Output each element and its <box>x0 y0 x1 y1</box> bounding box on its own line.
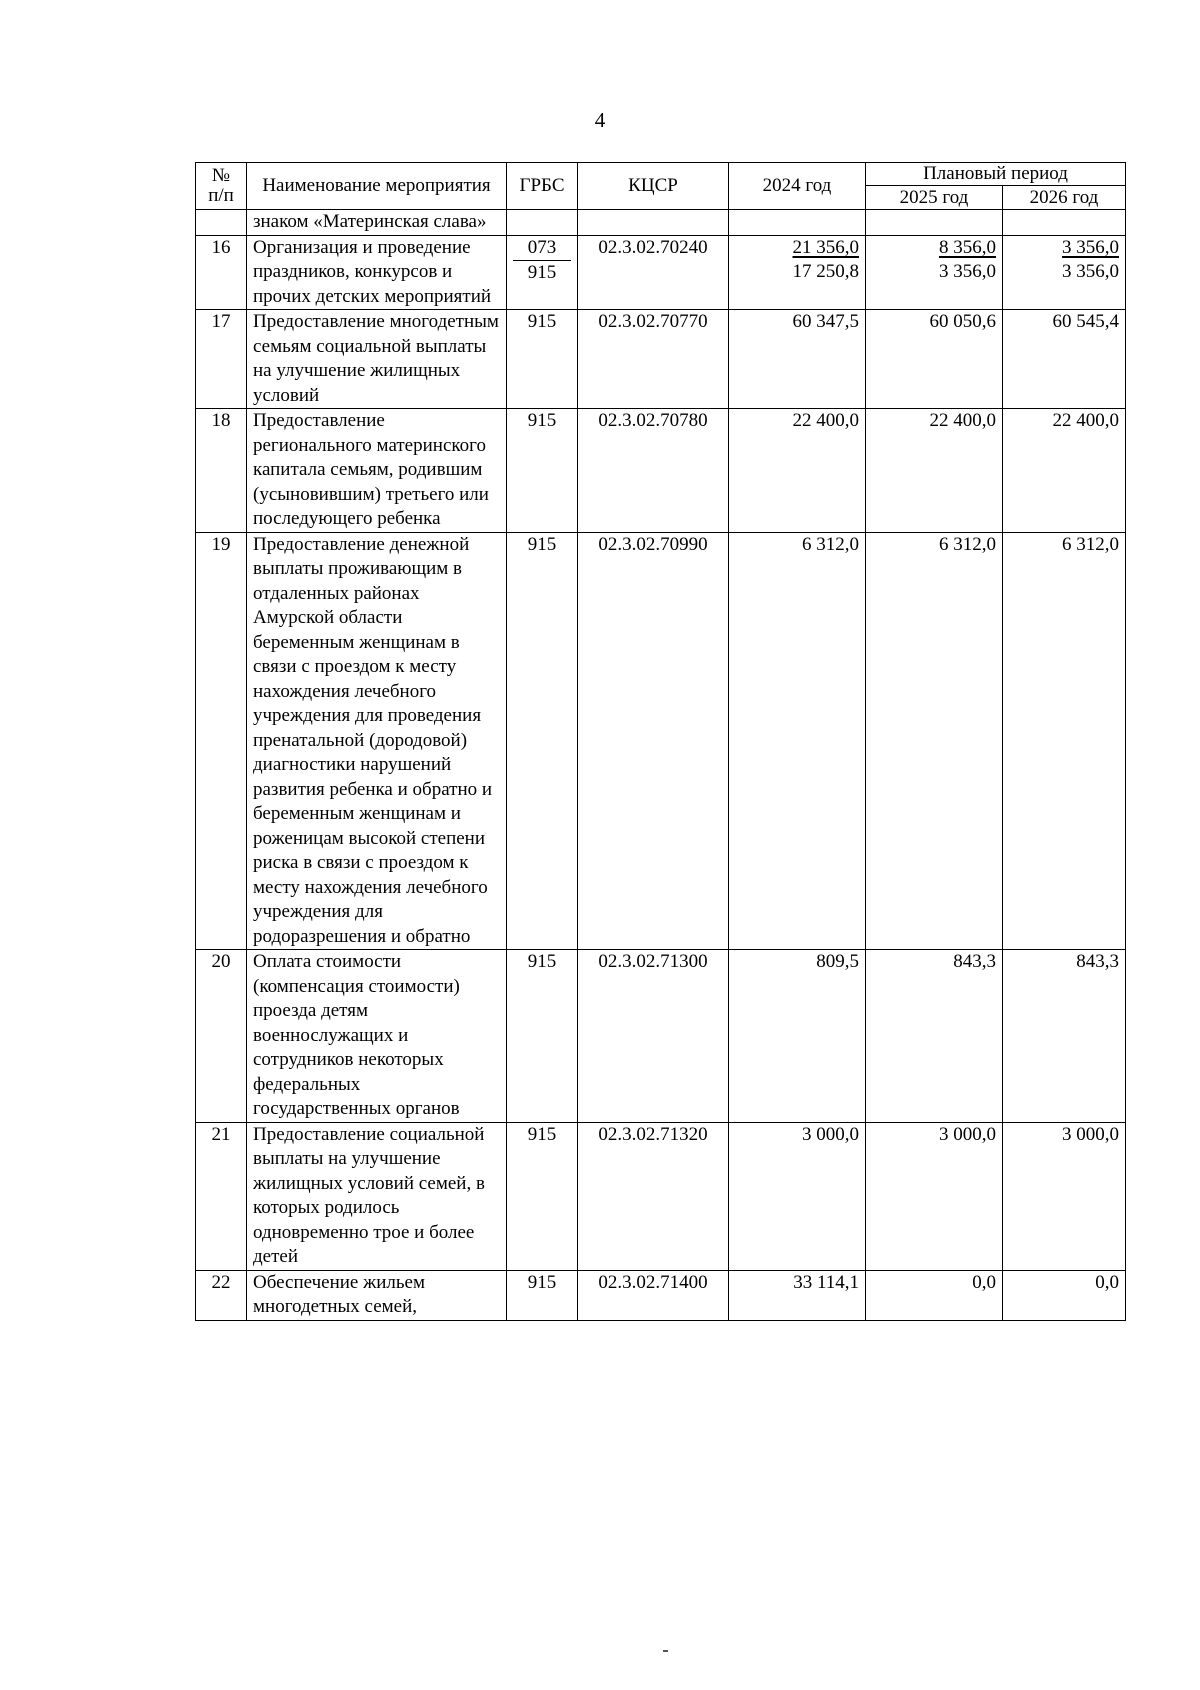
measure-name: знаком «Материнская слава» <box>247 210 507 236</box>
amount-2026-value: 22 400,0 <box>1052 410 1120 431</box>
row-number <box>196 210 247 236</box>
grbs-code <box>507 210 578 236</box>
amount-2025 <box>866 235 1003 310</box>
amount-2024-value: 60 347,5 <box>792 311 859 332</box>
amount-2025-value: 22 400,0 <box>929 410 996 431</box>
table-body <box>196 210 1126 1321</box>
amount-2025 <box>866 532 1003 950</box>
header-2024: 2024 год <box>729 163 866 210</box>
row-number: 17 <box>196 310 247 409</box>
amount-2026 <box>1003 310 1126 409</box>
grbs-code-value: 915 <box>527 951 557 972</box>
header-num: № п/п <box>196 163 247 210</box>
kcsr-code: 02.3.02.71320 <box>578 1122 729 1270</box>
amount-2024 <box>729 950 866 1123</box>
page-mark <box>663 1650 668 1652</box>
measure-name: Предоставление регионального материнского капитала семьям, родившим (усыновившим) третьего или последующего ребенка <box>247 409 507 533</box>
header-2025: 2025 год <box>866 186 1003 210</box>
measure-name: Оплата стоимости (компенсация стоимости) проезда детям военнослужащих и сотрудников некоторых федеральных государственных органов <box>247 950 507 1123</box>
measure-name: Предоставление многодетным семьям социальной выплаты на улучшение жилищных условий <box>247 310 507 409</box>
grbs-code <box>507 235 578 310</box>
grbs-code <box>507 1122 578 1270</box>
grbs-code-value: 915 <box>527 410 557 431</box>
kcsr-code <box>578 210 729 236</box>
grbs-code-value: 915 <box>527 1271 557 1293</box>
table-row <box>196 310 1126 409</box>
amount-2026-value: 3 356,0 <box>1062 261 1120 282</box>
amount-2025-value: 0,0 <box>972 1271 996 1293</box>
amount-2024 <box>729 235 866 310</box>
table-row <box>196 235 1126 310</box>
kcsr-code: 02.3.02.70770 <box>578 310 729 409</box>
amount-2026 <box>1003 532 1126 950</box>
measure-name: Предоставление социальной выплаты на улучшение жилищных условий семей, в которых родилось одновременно трое и более детей <box>247 1122 507 1270</box>
amount-2024-value: 3 000,0 <box>802 1123 859 1145</box>
amount-2026 <box>1003 235 1126 310</box>
amount-2024-value: 22 400,0 <box>792 410 859 431</box>
amount-2024-value: 17 250,8 <box>792 261 859 282</box>
amount-2026 <box>1003 1122 1126 1270</box>
amount-2026-value: 0,0 <box>1095 1271 1120 1293</box>
amount-2024 <box>729 409 866 533</box>
table-row <box>196 532 1126 950</box>
amount-2025-value: 843,3 <box>953 951 996 972</box>
amount-2025-value: 6 312,0 <box>939 533 996 555</box>
amount-2024 <box>729 532 866 950</box>
header-name: Наименование мероприятия <box>247 163 507 210</box>
measure-name: Организация и проведение праздников, конкурсов и прочих детских мероприятий <box>247 235 507 310</box>
grbs-code <box>507 532 578 950</box>
amount-2026-value: 3 000,0 <box>1062 1123 1120 1145</box>
amount-2025 <box>866 310 1003 409</box>
amount-2024-value: 809,5 <box>816 951 859 972</box>
grbs-code-value: 915 <box>527 533 557 555</box>
header-2026: 2026 год <box>1003 186 1126 210</box>
amount-2025 <box>866 1270 1003 1320</box>
measure-name: Предоставление денежной выплаты проживающим в отдаленных районах Амурской области беременным женщинам в связи с проездом к месту нахождения лечебного учреждения для проведения пренатальной (дородовой) диагностики нарушений развития ребенка и обратно и беременным женщинам и роженицам высокой степени риска в связи с проездом к месту нахождения лечебного учреждения для родоразрешения и обратно <box>247 532 507 950</box>
table-row <box>196 950 1126 1123</box>
grbs-code-value: 915 <box>527 311 557 332</box>
amount-2025 <box>866 1122 1003 1270</box>
amount-2025-value: 8 356,0 <box>939 236 996 258</box>
row-number: 18 <box>196 409 247 533</box>
amount-2024 <box>729 210 866 236</box>
measure-name: Обеспечение жильем многодетных семей, <box>247 1270 507 1320</box>
amount-2026-value: 60 545,4 <box>1052 311 1120 332</box>
amount-2025 <box>866 409 1003 533</box>
amount-2024 <box>729 1122 866 1270</box>
amount-2025 <box>866 950 1003 1123</box>
row-number: 20 <box>196 950 247 1123</box>
row-number: 21 <box>196 1122 247 1270</box>
grbs-code <box>507 310 578 409</box>
grbs-code-value: 915 <box>527 262 557 283</box>
table-row <box>196 1270 1126 1320</box>
amount-2026 <box>1003 409 1126 533</box>
page-number: 4 <box>594 108 606 132</box>
header-kcsr: КЦСР <box>578 163 729 210</box>
amount-2025-value: 3 000,0 <box>939 1123 996 1145</box>
header-planned-period: Плановый период <box>866 163 1126 186</box>
table-header <box>196 163 1126 210</box>
amount-2024 <box>729 1270 866 1320</box>
amount-2025-value: 60 050,6 <box>929 311 996 332</box>
kcsr-code: 02.3.02.71400 <box>578 1270 729 1320</box>
amount-2024 <box>729 310 866 409</box>
grbs-code <box>507 950 578 1123</box>
row-number: 22 <box>196 1270 247 1320</box>
row-number: 16 <box>196 235 247 310</box>
kcsr-code: 02.3.02.70780 <box>578 409 729 533</box>
amount-2024-value: 6 312,0 <box>802 533 859 555</box>
header-grbs: ГРБС <box>507 163 578 210</box>
kcsr-code: 02.3.02.71300 <box>578 950 729 1123</box>
amount-2026-value: 3 356,0 <box>1062 236 1120 258</box>
amount-2025 <box>866 210 1003 236</box>
amount-2026-value: 6 312,0 <box>1062 533 1120 555</box>
amount-2024-value: 33 114,1 <box>793 1271 859 1293</box>
kcsr-code: 02.3.02.70240 <box>578 235 729 310</box>
amount-2026 <box>1003 210 1126 236</box>
amount-2025-value: 3 356,0 <box>939 261 996 282</box>
table-row <box>196 1122 1126 1270</box>
grbs-code-value: 915 <box>527 1123 557 1145</box>
table-row <box>196 409 1126 533</box>
amount-2024-value: 21 356,0 <box>792 236 859 258</box>
grbs-code <box>507 409 578 533</box>
amount-2026-value: 843,3 <box>1076 951 1120 972</box>
budget-table <box>195 162 1126 1321</box>
amount-2026 <box>1003 1270 1126 1320</box>
row-number: 19 <box>196 532 247 950</box>
amount-2026 <box>1003 950 1126 1123</box>
grbs-code-value: 073 <box>513 236 571 262</box>
kcsr-code: 02.3.02.70990 <box>578 532 729 950</box>
table-row <box>196 210 1126 236</box>
grbs-code <box>507 1270 578 1320</box>
